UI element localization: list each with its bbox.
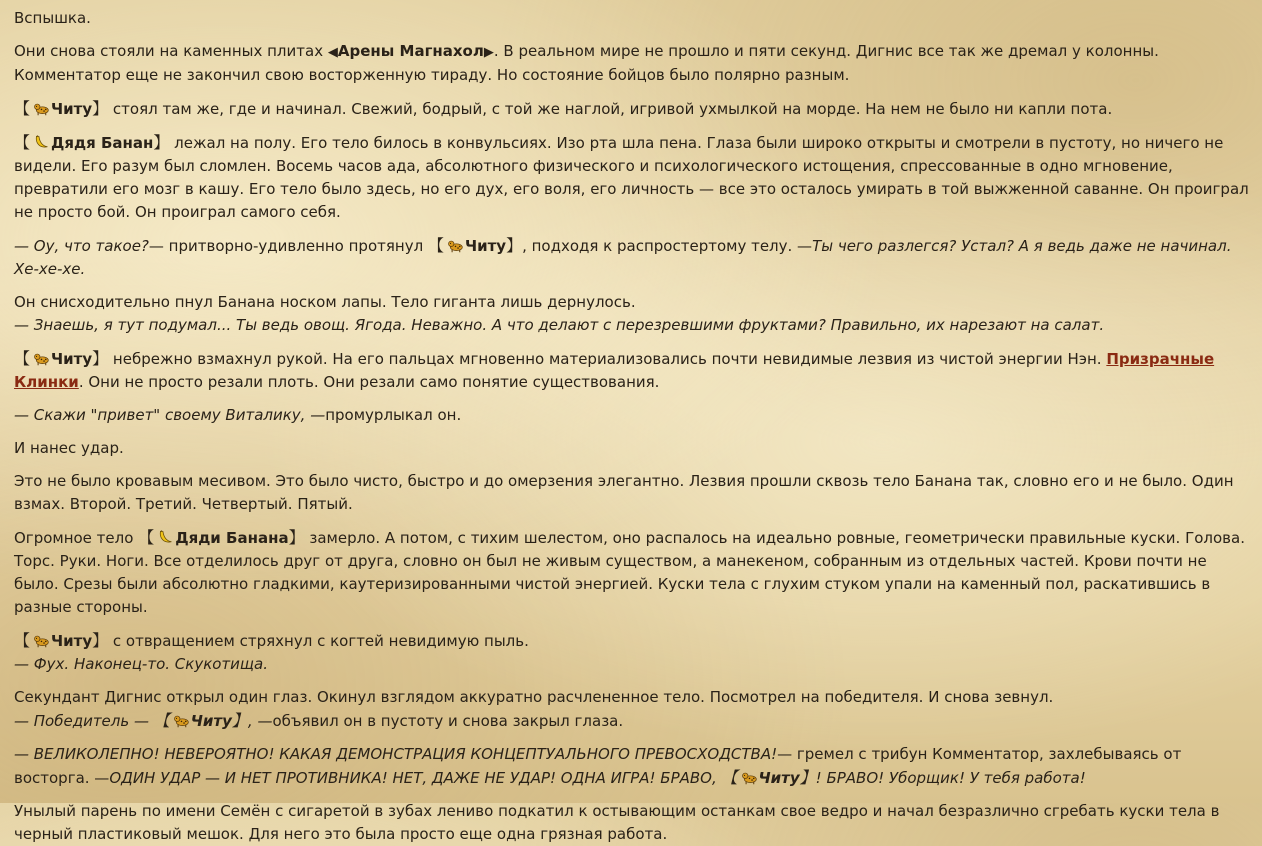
paragraph: Это не было кровавым месивом. Это было чисто, быстро и до омерзения элегантно. Лезвия прошли сквозь тело Банана так, словно его и не было. Один взмах. Второй. Третий. Четвертый. Пятый. xyxy=(14,472,1234,513)
paragraph: Секундант Дигнис открыл один глаз. Окинул взглядом аккуратно расчлененное тело. Посмотрел на победителя. И снова зевнул. — Победитель — 【 Читу】, —объявил он в пустоту и снова закрыл глаза. xyxy=(14,688,1054,730)
paragraph: И нанес удар. xyxy=(14,439,124,457)
ghost-blades-link[interactable]: Призрачные Клинки xyxy=(14,350,1215,391)
paragraph: — Оу, что такое?— притворно-удивленно протянул 【 Читу】, подходя к распростертому телу. —Ты чего разлегся? Устал? А я ведь даже не начинал. Хе-хе-хе. xyxy=(14,236,1232,278)
banana-icon xyxy=(157,529,174,546)
cheetah-icon xyxy=(33,100,50,117)
character-tag-chitu: 【 Читу】 xyxy=(14,99,109,118)
character-tag-banan: 【 Дядя Банан】 xyxy=(14,133,170,152)
cheetah-icon xyxy=(447,237,464,254)
cheetah-icon xyxy=(33,350,50,367)
story-text xyxy=(14,7,1250,846)
paragraph: Унылый парень по имени Семён с сигаретой в зубах лениво подкатил к остывающим останкам свое ведро и начал безразлично сгребать куски тела в черный пластиковый мешок. Для него это была просто еще одна грязная работа. xyxy=(14,802,1220,843)
character-tag-chitu: 【 Читу】 xyxy=(721,768,816,787)
character-tag-chitu: 【 Читу】 xyxy=(427,236,523,255)
paragraph: 【 Читу】 с отвращением стряхнул с когтей невидимую пыль. — Фух. Наконец-то. Скукотища. xyxy=(14,631,529,673)
cheetah-icon xyxy=(741,769,758,786)
paragraph: 【 Читу】 небрежно взмахнул рукой. На его пальцах мгновенно материализовались почти невидимые лезвия из чистой энергии Нэн. Призрачные Клинки. Они не просто резали плоть. Они резали само понятие существования. xyxy=(14,349,1215,391)
character-tag-chitu: 【 Читу】 xyxy=(153,711,248,730)
character-tag-chitu: 【 Читу】 xyxy=(14,631,109,650)
paragraph: Они снова стояли на каменных плитах ◀Арены Магнахол▶. В реальном мире не прошло и пяти секунд. Дигнис все так же дремал у колонны. Комментатор еще не закончил свою восторженную тираду. Но состояние бойцов было полярно разным. xyxy=(14,42,1159,84)
cheetah-icon xyxy=(33,632,50,649)
paragraph: 【 Дядя Банан】 лежал на полу. Его тело билось в конвульсиях. Изо рта шла пена. Глаза были широко открыты и смотрели в пустоту, но ничего не видели. Его разум был сломлен. Восемь часов ада, абсолютного физического и психологического истощения, спрессованные в одно мгновение, превратили его мозг в кашу. Его тело было здесь, но его дух, его воля, его личность — все это осталось умирать в той выжженной саванне. Он проиграл не просто бой. Он проиграл самого себя. xyxy=(14,133,1249,221)
paragraph: Огромное тело 【 Дяди Банана】 замерло. А потом, с тихим шелестом, оно распалось на идеально ровные, геометрически правильные куски. Голова. Торс. Руки. Ноги. Все отделилось друг от друга, словно он был не живым существом, а манекеном, собранным из отдельных частей. Крови почти не было. Срезы были абсолютно гладкими, каутеризированными чистой энергией. Куски тела с глухим стуком упали на каменный пол, раскатившись в разные стороны. xyxy=(14,528,1245,616)
cheetah-icon xyxy=(173,712,190,729)
paragraph: 【 Читу】 стоял там же, где и начинал. Свежий, бодрый, с той же наглой, игривой ухмылкой на морде. На нем не было ни капли пота. xyxy=(14,99,1113,118)
paragraph: Вспышка. xyxy=(14,9,91,27)
paragraph: — Скажи "привет" своему Виталику, —промурлыкал он. xyxy=(14,406,462,424)
paragraph: — ВЕЛИКОЛЕПНО! НЕВЕРОЯТНО! КАКАЯ ДЕМОНСТРАЦИЯ КОНЦЕПТУАЛЬНОГО ПРЕВОСХОДСТВА!— гремел с трибун Комментатор, захлебываясь от восторга. —ОДИН УДАР — И НЕТ ПРОТИВНИКА! НЕТ, ДАЖЕ НЕ УДАР! ОДНА ИГРА! БРАВО, 【 Читу】! БРАВО! Уборщик! У тебя работа! xyxy=(14,745,1182,787)
banana-icon xyxy=(33,134,50,151)
paragraph: Он снисходительно пнул Банана носком лапы. Тело гиганта лишь дернулось. — Знаешь, я тут подумал... Ты ведь овощ. Ягода. Неважно. А что делают с перезревшими фруктами? Правильно, их нарезают на салат. xyxy=(14,293,1105,334)
character-tag-banan: 【 Дяди Банана】 xyxy=(138,528,305,547)
character-tag-chitu: 【 Читу】 xyxy=(14,349,109,368)
arena-name: ◀Арены Магнахол▶ xyxy=(327,42,494,60)
